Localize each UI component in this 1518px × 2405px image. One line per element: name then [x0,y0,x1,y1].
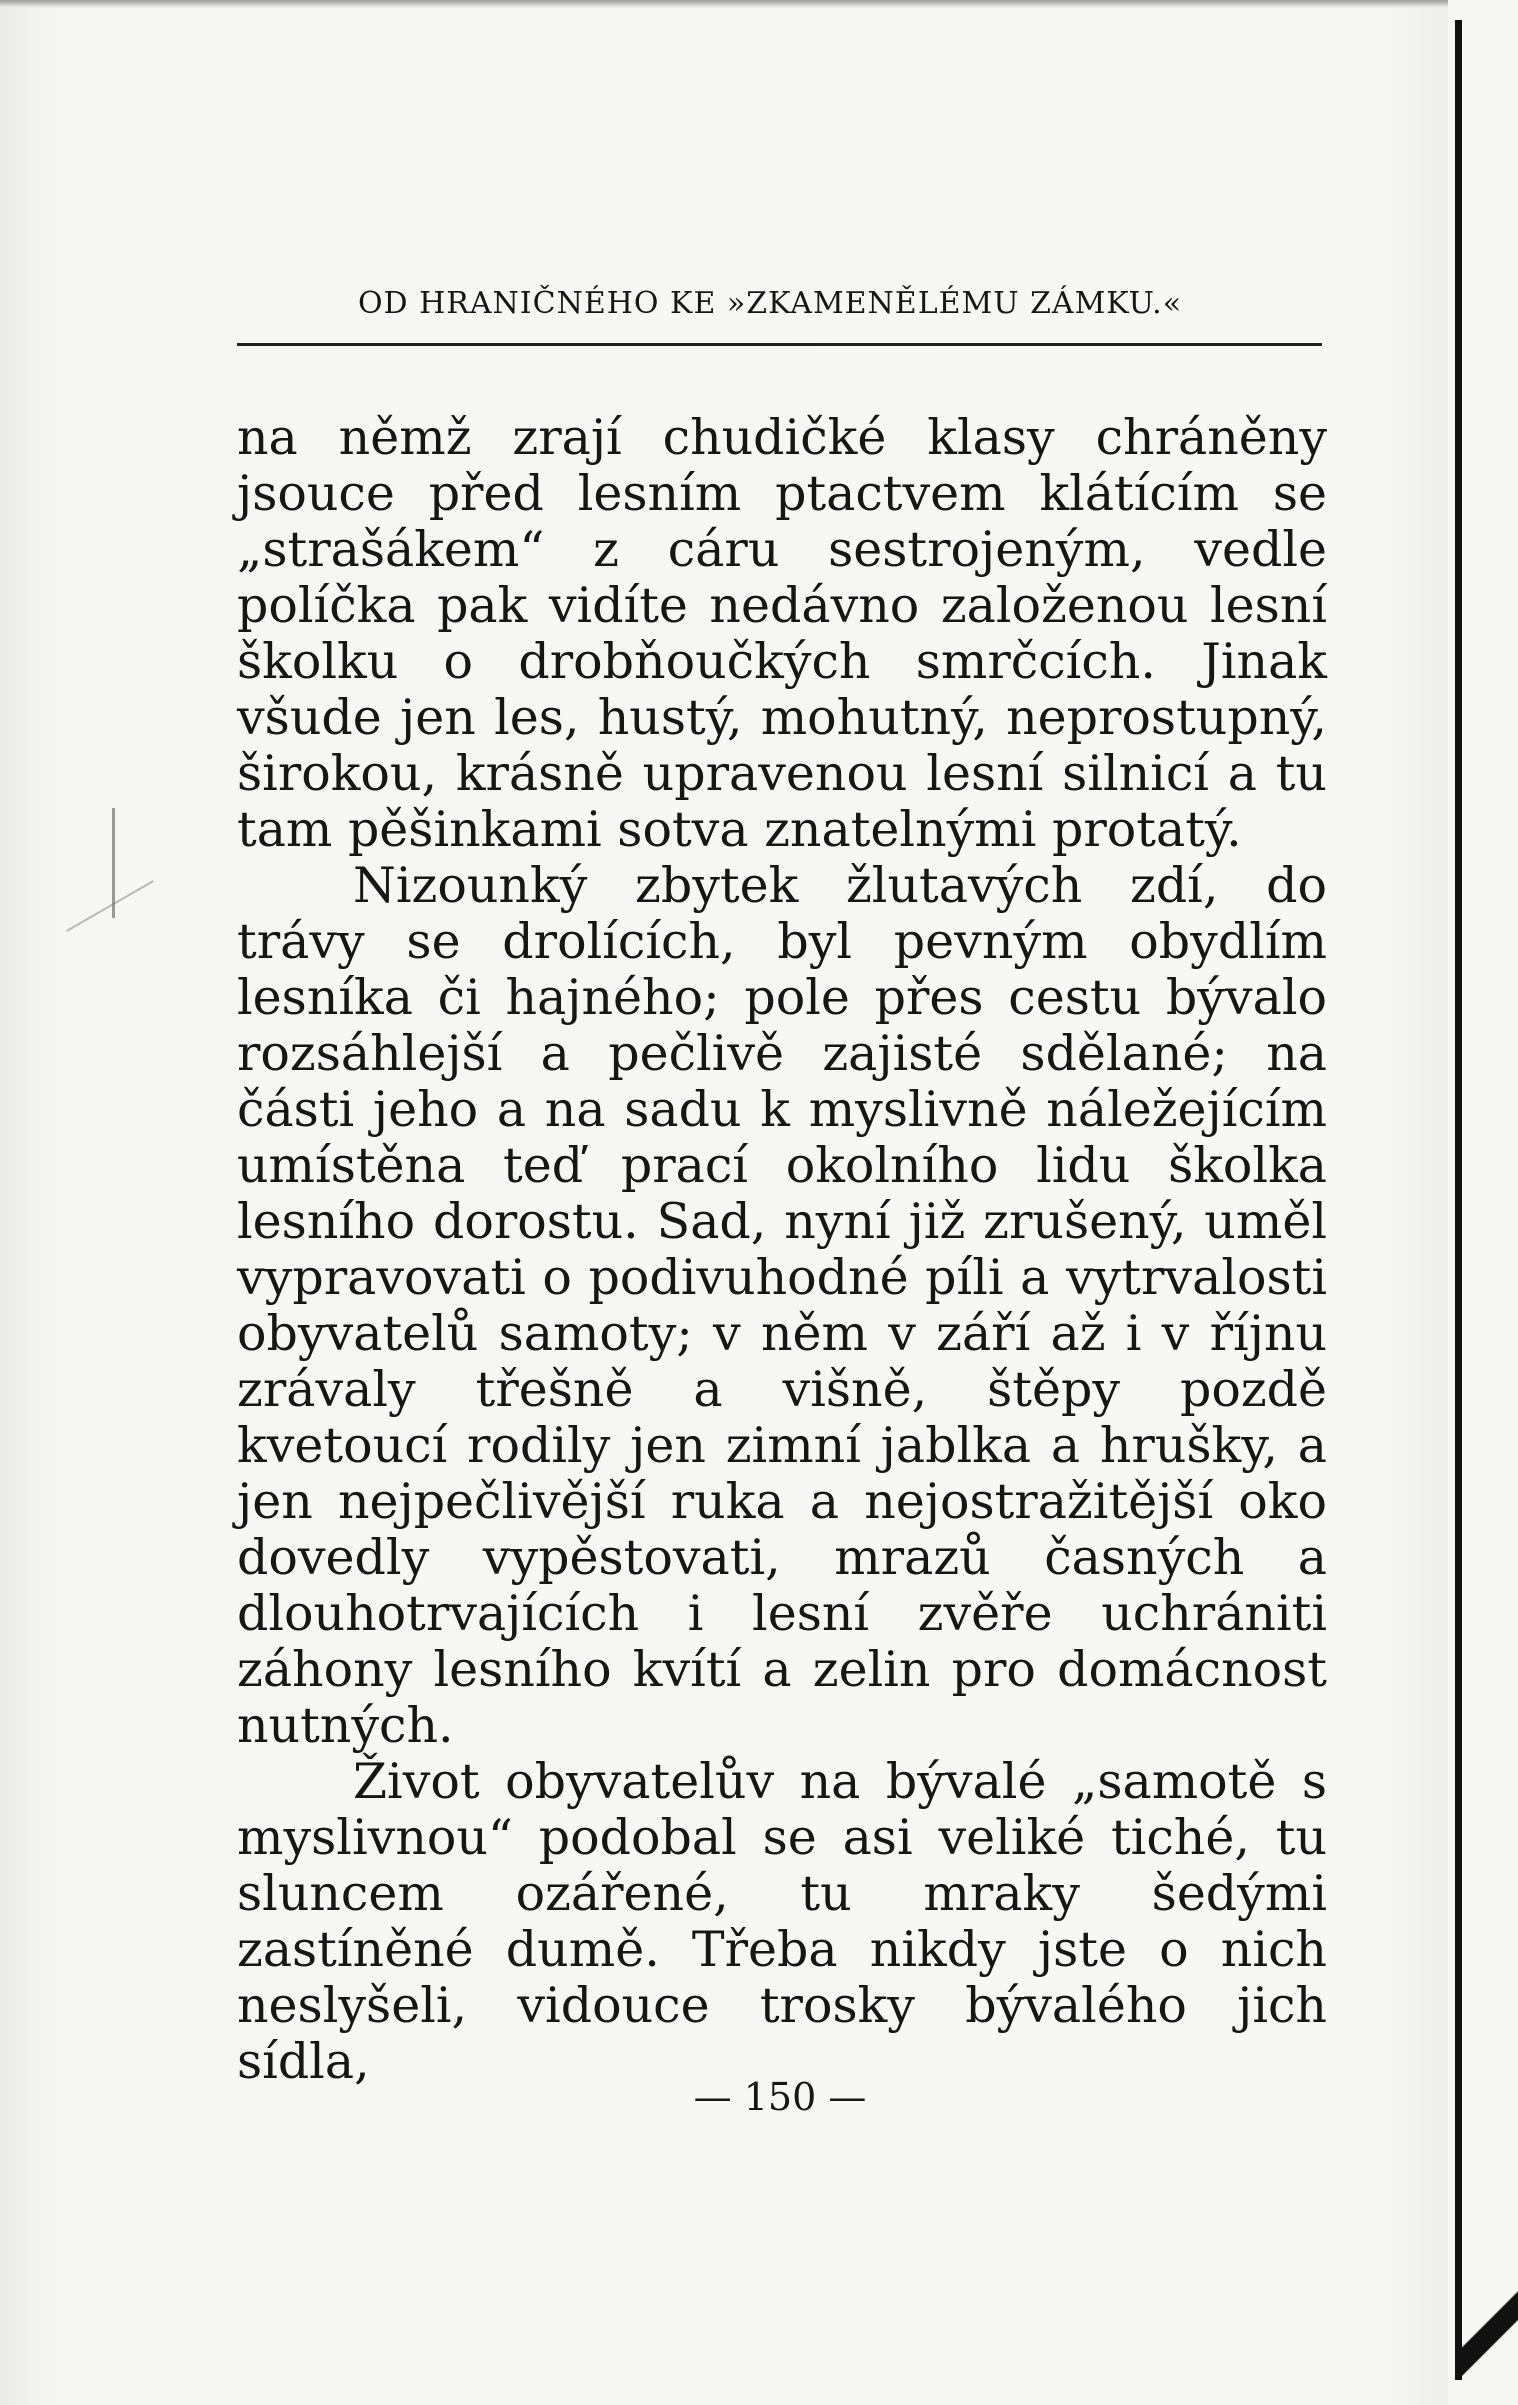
header-rule [237,343,1322,346]
body-text [237,410,1327,2090]
scan-top-edge [0,0,1518,8]
scan-corner-shadow [1462,2270,1518,2405]
page-number: — 150 — [693,2075,867,2119]
scan-right-edge-line [1455,20,1462,2380]
running-header: OD HRANIČNÉHO KE »ZKAMENĚLÉMU ZÁMKU.« [357,286,1183,321]
margin-pencil-stroke [66,880,154,932]
paragraph-3: Život obyvatelův na bývalé „samotě s myslivnou“ podobal se asi veliké tiché, tu sluncem ozářené, tu mraky šedými zastíněné dumě. Třeba nikdy jste o nich neslyšeli, vidouce trosky bývalého jich sídla, [237,1753,1327,2090]
paragraph-2: Nizounký zbytek žlutavých zdí, do trávy se drolících, byl pevným obydlím lesníka či hajného; pole přes cestu bývalo rozsáhlejší a pečlivě zajisté sdělané; na části jeho a na sadu k myslivně náležejícím umístěna teď prací okolního lidu školka lesního dorostu. Sad, nyní již zrušený, uměl vypravovati o podivuhodné píli a vytrvalosti obyvatelů samoty; v něm v září až i v říjnu zrávaly třešně a višně, štěpy pozdě kvetoucí rodily jen zimní jablka a hrušky, a jen nejpečlivější ruka a nejostražitější oko dovedly vypěstovati, mrazů časných a dlouhotrvajících i lesní zvěře uchrániti záhony lesního kvítí a zelin pro domácnost nutných. [237,857,1327,1754]
paragraph-1: na němž zrají chudičké klasy chráněny jsouce před lesním ptactvem klátícím se „strašákem“ z cáru sestrojeným, vedle políčka pak vidíte nedávno založenou lesní školku o drobňoučkých smrčcích. Jinak všude jen les, hustý, mohutný, neprostupný, širokou, krásně upravenou lesní silnicí a tu tam pěšinkami sotva znatelnými protatý. [237,409,1327,858]
